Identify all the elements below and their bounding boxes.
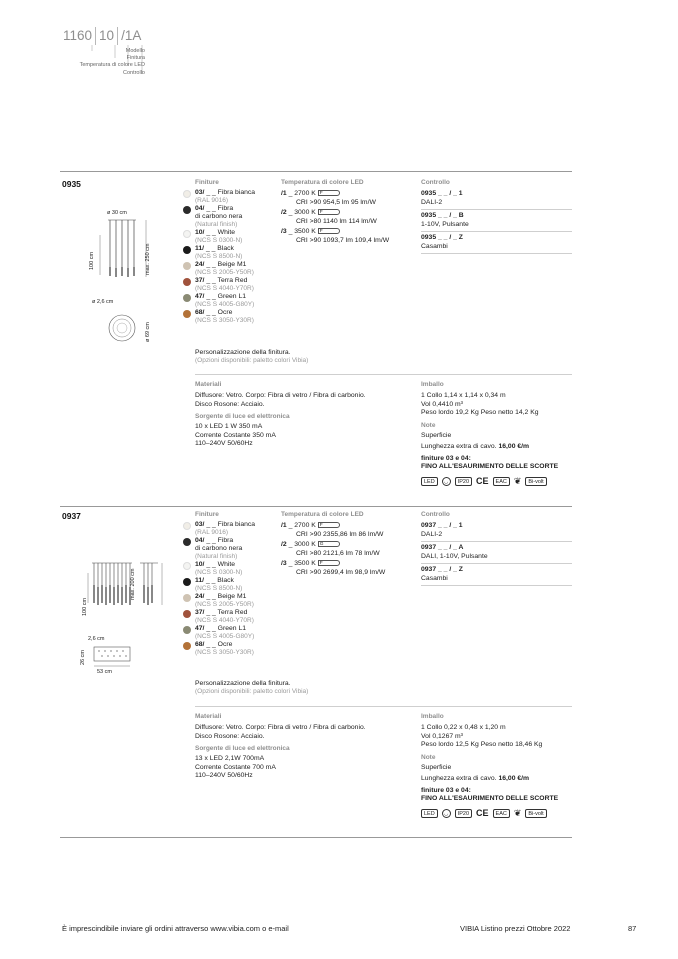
- source-title: Sorgente di luce ed elettronica: [195, 413, 290, 421]
- ip20-icon: IP20: [455, 809, 472, 818]
- bivolt-icon: Bi-volt: [525, 809, 546, 818]
- control-title: Controllo: [421, 511, 450, 518]
- dim-diameter-bottom: ø 2,6 cm: [92, 299, 114, 305]
- finish-item: 03/ _ _ Fibra bianca (RAL 9016): [183, 189, 278, 205]
- temperature-option: /3 _ 3500 K F CRI >90 2699,4 lm 98,9 lm/W: [281, 560, 386, 576]
- swatch-10: [183, 562, 191, 570]
- control-option: 0937 _ _ / _ 1 DALI-2: [421, 522, 463, 538]
- finish-item: 24/ _ _ Beige M1 (NCS S 2005-Y50R): [183, 261, 278, 277]
- footer-catalog: VIBIA Listino prezzi Ottobre 2022: [460, 924, 571, 933]
- product-drawing: [80, 205, 180, 355]
- temperature-option: /2 _ 3000 K G CRI >80 2121,6 lm 78 lm/W: [281, 541, 380, 557]
- temperature-column: [281, 511, 416, 577]
- finish-item: 68/ _ _ Ocre (NCS S 3050-Y30R): [183, 641, 278, 657]
- control-title: Controllo: [421, 179, 450, 186]
- temperature-option: /2 _ 3000 K F CRI >80 1140 lm 114 lm/W: [281, 209, 377, 225]
- control-option: 0935 _ _ / _ B 1-10V, Pulsante: [421, 212, 469, 228]
- ce-icon: CE: [476, 807, 489, 818]
- dim-max-height: max. 200 cm: [130, 568, 136, 600]
- notes-title: Note: [421, 421, 436, 429]
- control-option: 0935 _ _ / _ 1 DALI-2: [421, 190, 463, 206]
- temperature-title: Temperatura di colore LED: [281, 511, 364, 518]
- swatch-68: [183, 642, 191, 650]
- finishes-title: Finiture: [195, 511, 219, 518]
- certification-icons: [421, 809, 572, 818]
- finish-note: Personalizzazione della finitura. (Opzioni disponibili: paletto colori Vibia): [195, 349, 309, 364]
- control-option: 0935 _ _ / _ Z Casambi: [421, 234, 463, 250]
- materials-title: Materiali: [195, 381, 222, 388]
- dim-width: 26 cm: [80, 650, 86, 665]
- finish-item: 47/ _ _ Green L1 (NCS S 4005-G80Y): [183, 625, 278, 641]
- dim-max-height: max. 250 cm: [145, 243, 151, 275]
- ce-icon: CE: [476, 475, 489, 486]
- swatch-47: [183, 626, 191, 634]
- control-column: [421, 179, 572, 256]
- temperature-column: [281, 179, 416, 245]
- eac-icon: EAC: [493, 809, 510, 818]
- swatch-04: [183, 538, 191, 546]
- swatch-37: [183, 278, 191, 286]
- packaging-title: Imballo: [421, 381, 444, 388]
- control-column: [421, 511, 572, 588]
- dimmable-icon: ◡: [442, 477, 451, 486]
- finish-item: 37/ _ _ Terra Red (NCS S 4040-Y70R): [183, 277, 278, 293]
- page-number: 87: [628, 924, 637, 933]
- specs-right: Imballo 1 Collo 1,14 x 1,14 x 0,34 m Vol 0,4410 m³ Peso lordo 19,2 Kg Peso netto 14,2 Kg Note Superficie Lunghezza extra di cavo. 16,00 €/m finiture 03 e 04: FINO ALL'ESAURIMENTO DELLE SCORTE LED ◡ IP20 CE EAC ❦ Bi-volt: [421, 381, 572, 486]
- dim-base: ø 69 cm: [145, 322, 151, 342]
- swatch-11: [183, 246, 191, 254]
- finish-item: 11/ _ _ Black (NCS S 8500-N): [183, 245, 278, 261]
- certification-icons: [421, 477, 572, 486]
- specs-divider: [195, 374, 572, 375]
- footer-order-note: È imprescindibile inviare gli ordini attraverso www.vibia.com o e-mail: [62, 924, 289, 933]
- finish-item: 68/ _ _ Ocre (NCS S 3050-Y30R): [183, 309, 278, 325]
- swatch-11: [183, 578, 191, 586]
- packaging-title: Imballo: [421, 713, 444, 720]
- legend-temperature: Temperatura di colore LED: [79, 62, 145, 69]
- finish-item: 10/ _ _ White (NCS S 0300-N): [183, 561, 278, 577]
- specs-left: Materiali Diffusore: Vetro. Corpo: Fibra di vetro / Fibra di carbonio. Disco Rosone: Acciaio. Sorgente di luce ed elettronica 10 x LED 1 W 350 mA Corrente Costante 350 mA 110–240V 50/60Hz: [195, 381, 410, 449]
- dim-height: 100 cm: [82, 597, 88, 616]
- product-code: 0935: [62, 179, 81, 189]
- dim-diameter: 2,6 cm: [88, 636, 105, 642]
- swatch-24: [183, 594, 191, 602]
- finish-item: 04/ _ _ Fibra di carbono nera (Natural finish): [183, 537, 278, 561]
- finish-item: 37/ _ _ Terra Red (NCS S 4040-Y70R): [183, 609, 278, 625]
- finish-note: Personalizzazione della finitura. (Opzioni disponibili: paletto colori Vibia): [195, 680, 309, 695]
- legend-labels: [50, 48, 145, 77]
- code-model: 1160: [63, 28, 93, 43]
- specs-divider: [195, 706, 572, 707]
- swatch-03: [183, 522, 191, 530]
- swatch-03: [183, 190, 191, 198]
- product-code-legend: [60, 27, 144, 45]
- finish-item: 11/ _ _ Black (NCS S 8500-N): [183, 577, 278, 593]
- finishes-title: Finiture: [195, 179, 219, 186]
- finish-item: 03/ _ _ Fibra bianca (RAL 9016): [183, 521, 278, 537]
- notes-title: Note: [421, 753, 436, 761]
- ip20-icon: IP20: [455, 477, 472, 486]
- legend-model: Modello: [125, 48, 145, 54]
- finishes-column: [183, 511, 278, 657]
- product-code: 0937: [62, 511, 81, 521]
- finishes-column: [183, 179, 278, 325]
- finish-item: 10/ _ _ White (NCS S 0300-N): [183, 229, 278, 245]
- section-divider: [60, 837, 572, 838]
- control-option: 0937 _ _ / _ Z Casambi: [421, 566, 463, 582]
- finish-item: 47/ _ _ Green L1 (NCS S 4005-G80Y): [183, 293, 278, 309]
- legend-finish: Finitura: [126, 55, 145, 62]
- temperature-option: /1 _ 2700 K F CRI >90 2355,86 lm 86 lm/W: [281, 522, 384, 538]
- specs-left: Materiali Diffusore: Vetro. Corpo: Fibra di vetro / Fibra di carbonio. Disco Rosone: Acciaio. Sorgente di luce ed elettronica 13 x LED 2,1W 700mA Corrente Costante 700 mA 110–240V 50/60Hz: [195, 713, 410, 781]
- dim-height: 100 cm: [89, 251, 95, 270]
- temperature-option: /3 _ 3500 K F CRI >90 1093,7 lm 109,4 lm/W: [281, 228, 390, 244]
- led-icon: LED: [421, 809, 438, 818]
- specs-right: Imballo 1 Collo 0,22 x 0,48 x 1,20 m Vol 0,1267 m³ Peso lordo 12,5 Kg Peso netto 18,46 Kg Note Superficie Lunghezza extra di cavo. 16,00 €/m finiture 03 e 04: FINO ALL'ESAURIMENTO DELLE SCORTE LED ◡ IP20 CE EAC ❦ Bi-volt: [421, 713, 572, 818]
- bivolt-icon: Bi-volt: [525, 477, 546, 486]
- eco-leaf-icon: ❦: [513, 807, 522, 818]
- swatch-24: [183, 262, 191, 270]
- finish-item: 04/ _ _ Fibra di carbono nera (Natural finish): [183, 205, 278, 229]
- swatch-04: [183, 206, 191, 214]
- temperature-title: Temperatura di colore LED: [281, 179, 364, 186]
- code-led: /1A: [117, 27, 144, 45]
- section-divider: [60, 171, 572, 172]
- dim-length: 53 cm: [97, 669, 112, 675]
- finish-item: 24/ _ _ Beige M1 (NCS S 2005-Y50R): [183, 593, 278, 609]
- swatch-68: [183, 310, 191, 318]
- materials-title: Materiali: [195, 713, 222, 720]
- section-divider: [60, 506, 572, 507]
- eco-leaf-icon: ❦: [513, 475, 522, 486]
- swatch-10: [183, 230, 191, 238]
- source-title: Sorgente di luce ed elettronica: [195, 745, 290, 753]
- swatch-47: [183, 294, 191, 302]
- swatch-37: [183, 610, 191, 618]
- control-option: 0937 _ _ / _ A DALI, 1-10V, Pulsante: [421, 544, 488, 560]
- eac-icon: EAC: [493, 477, 510, 486]
- temperature-option: /1 _ 2700 K F CRI >90 954,5 lm 95 lm/W: [281, 190, 376, 206]
- dim-diameter-top: ø 30 cm: [107, 210, 127, 216]
- code-finish: 10: [95, 27, 117, 45]
- dimmable-icon: ◡: [442, 809, 451, 818]
- legend-control: Controllo: [122, 69, 145, 76]
- led-icon: LED: [421, 477, 438, 486]
